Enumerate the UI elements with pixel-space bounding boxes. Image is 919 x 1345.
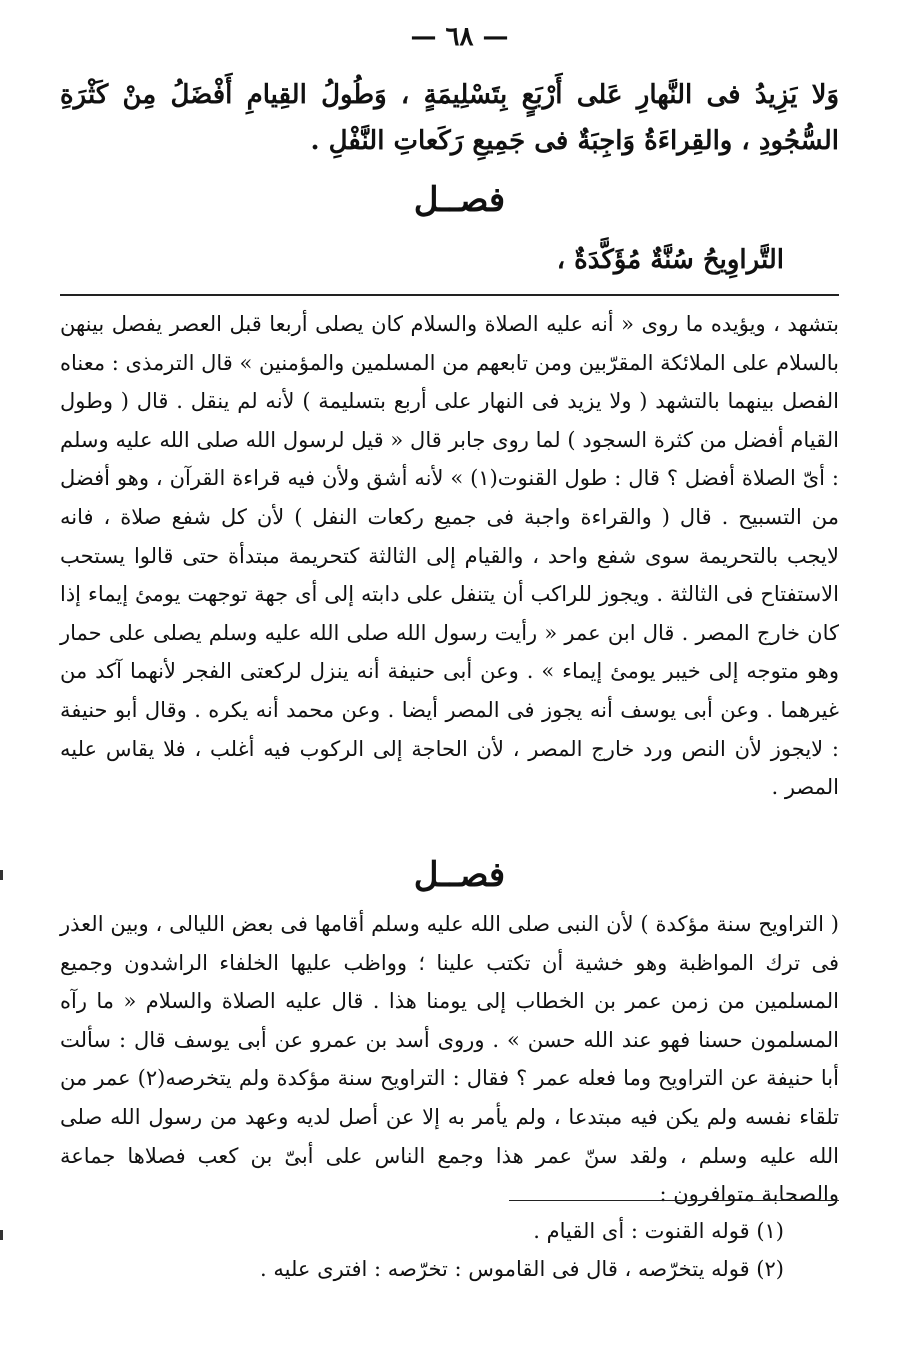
footnotes <box>260 1212 784 1288</box>
footnote-divider <box>509 1200 839 1201</box>
scan-edge-mark <box>0 870 3 880</box>
section-heading-fasl-1: فصــل <box>413 180 506 220</box>
matn-taraweeh-text: التَّراوِيحُ سُنَّةٌ مُؤَكَّدَةٌ ، <box>556 245 784 275</box>
scan-edge-mark <box>0 1230 3 1240</box>
page-number: — ٦٨ — <box>410 22 509 52</box>
commentary-paragraph-2: ( التراويح سنة مؤكدة ) لأن النبى صلى الله عليه وسلم أقامها فى بعض الليالى ، وبين العذر فى ترك المواظبة وهو خشية أن تكتب علينا ؛ وواظب عليها الخلفاء الراشدون وجميع المسلمين من زمن عمر بن الخطاب إلى يومنا هذا . قال عليه الصلاة والسلام « ما رآه المسلمون حسنا فهو عند الله حسن » . وروى أسد بن عمرو عن أبى يوسف قال : سألت أبا حنيفة عن التراويح وما فعله عمر ؟ فقال : التراويح سنة مؤكدة ولم يتخرصه(٢) عمر من تلقاء نفسه ولم يكن فيه مبتدعا ، ولم يأمر به إلا عن أصل لديه وعهد من رسول الله صلى الله عليه وسلم ، ولقد سنّ عمر هذا وجمع الناس على أبىّ بن كعب فصلاها جماعة والصحابة متوافرون : <box>60 912 839 1207</box>
footnote-1: (١) قوله القنوت : أى القيام . <box>533 1219 784 1243</box>
matn-opening-text: وَلا يَزِيدُ فى النَّهارِ عَلى أَرْبَعٍ بِتَسْلِيمَةٍ ، وَطُولُ القِيامِ أَفْضَلُ مِنْ كَثْرَةِ السُّجُودِ ، والقِراءَةُ وَاجِبَةٌ فى جَمِيعِ رَكَعاتِ النَّفْلِ . <box>60 80 839 156</box>
section-heading-fasl-2: فصــل <box>413 855 506 895</box>
commentary-paragraph-1: بتشهد ، ويؤيده ما روى « أنه عليه الصلاة والسلام كان يصلى أربعا قبل العصر يفصل بينهن بالسلام على الملائكة المقرّبين ومن تابعهم من المسلمين والمؤمنين » قال الترمذى : معناه الفصل بينهما بالتشهد ( ولا يزيد فى النهار على أربع بتسليمة ) لأنه لم ينقل . قال ( وطول القيام أفضل من كثرة السجود ) لما روى جابر قال « قيل لرسول الله صلى الله عليه وسلم : أىّ الصلاة أفضل ؟ قال : طول القنوت(١) » لأنه أشق ولأن فيه قراءة القرآن ، وهو أفضل من التسبيح . قال ( والقراءة واجبة فى جميع ركعات النفل ) لأن كل شفع صلاة ، فانه لايجب بالتحريمة سوى شفع واحد ، والقيام إلى الثالثة كتحريمة مبتدأة حتى قالوا يستحب الاستفتاح فى الثالثة . ويجوز للراكب أن يتنفل على دابته إلى أى جهة توجهت يومئ إيماء إذا كان خارج المصر . قال ابن عمر « رأيت رسول الله صلى الله عليه وسلم يصلى على حمار وهو متوجه إلى خيبر يومئ إيماء » . وعن أبى حنيفة أنه ينزل لركعتى الفجر لأنهما آكد من غيرهما . وعن أبى يوسف أنه يجوز فى المصر أيضا . وعن محمد أنه يكره . وقال أبو حنيفة : لايجوز لأن النص ورد خارج المصر ، لأن الحاجة إلى الركوب فيه أغلب ، فلا يقاس عليه المصر . <box>60 312 839 800</box>
matn-commentary-divider <box>60 294 839 296</box>
footnote-2: (٢) قوله يتخرّصه ، قال فى القاموس : تخرّصه : افترى عليه . <box>260 1257 784 1281</box>
